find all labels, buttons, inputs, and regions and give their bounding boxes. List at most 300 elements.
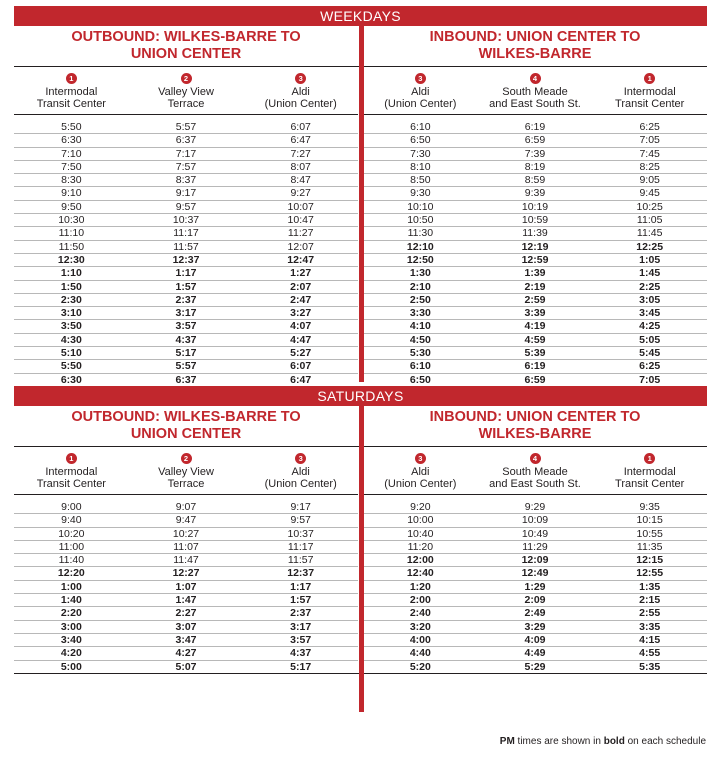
time-cell: 10:15 bbox=[636, 514, 663, 527]
inbound-title: INBOUND: UNION CENTER TO WILKES-BARRE bbox=[429, 29, 641, 62]
time-cell: 5:05 bbox=[639, 333, 661, 346]
time-cell: 4:49 bbox=[524, 647, 546, 660]
time-cell: 4:30 bbox=[60, 333, 82, 346]
time-cell: 3:30 bbox=[409, 307, 431, 320]
table-row bbox=[14, 514, 358, 527]
stop-number-badge: 1 bbox=[66, 73, 77, 84]
time-cell: 10:20 bbox=[58, 527, 85, 540]
table-row bbox=[363, 254, 707, 267]
time-rows bbox=[14, 495, 358, 673]
time-cell: 2:49 bbox=[524, 607, 546, 620]
time-cell: 8:59 bbox=[524, 174, 546, 187]
time-cell: 6:30 bbox=[60, 373, 82, 386]
time-cell: 10:07 bbox=[287, 200, 314, 213]
time-cell: 3:17 bbox=[290, 620, 312, 633]
outbound-timetable bbox=[14, 67, 358, 386]
table-row bbox=[14, 374, 358, 386]
stop-header bbox=[363, 67, 478, 114]
time-cell: 11:57 bbox=[287, 554, 314, 567]
stop-header bbox=[129, 67, 244, 114]
table-row bbox=[363, 294, 707, 307]
time-cell: 4:40 bbox=[409, 647, 431, 660]
time-cell: 12:30 bbox=[57, 253, 85, 266]
time-cell: 5:17 bbox=[175, 347, 197, 360]
stop-number-badge: 4 bbox=[530, 453, 541, 464]
time-cell: 10:37 bbox=[287, 527, 314, 540]
table-row bbox=[363, 148, 707, 161]
time-cell: 12:20 bbox=[57, 567, 85, 580]
table-row bbox=[363, 594, 707, 607]
time-cell: 3:35 bbox=[639, 620, 661, 633]
stop-header bbox=[478, 447, 593, 494]
time-cell: 12:40 bbox=[406, 567, 434, 580]
time-cell: 5:57 bbox=[175, 121, 197, 133]
time-cell: 1:40 bbox=[60, 594, 82, 607]
stop-name: Aldi (Union Center) bbox=[384, 466, 457, 490]
time-cell: 9:47 bbox=[175, 514, 197, 527]
time-cell: 3:47 bbox=[175, 633, 197, 646]
time-cell: 6:50 bbox=[410, 134, 431, 147]
table-row bbox=[363, 501, 707, 514]
time-cell: 3:10 bbox=[60, 307, 82, 320]
time-cell: 6:25 bbox=[639, 121, 660, 133]
time-cell: 2:37 bbox=[290, 607, 312, 620]
time-cell: 11:00 bbox=[58, 540, 85, 553]
stop-number-badge: 3 bbox=[415, 73, 426, 84]
stop-header-row bbox=[14, 447, 358, 495]
time-cell: 6:30 bbox=[61, 134, 82, 147]
time-cell: 4:47 bbox=[290, 333, 312, 346]
time-cell: 8:30 bbox=[61, 174, 82, 187]
stop-header-row bbox=[363, 67, 707, 115]
table-row bbox=[14, 554, 358, 567]
time-cell: 8:10 bbox=[410, 160, 431, 173]
time-cell: 10:59 bbox=[521, 214, 549, 227]
time-cell: 10:19 bbox=[521, 200, 549, 213]
time-cell: 6:19 bbox=[524, 121, 546, 133]
stop-header-row bbox=[363, 447, 707, 495]
stop-header bbox=[363, 447, 478, 494]
table-row bbox=[14, 241, 358, 254]
time-cell: 12:49 bbox=[521, 567, 549, 580]
stop-name: Intermodal Transit Center bbox=[36, 466, 106, 490]
time-cell: 5:27 bbox=[290, 347, 312, 360]
footnote-end: on each schedule bbox=[624, 736, 706, 747]
time-cell: 9:40 bbox=[61, 514, 82, 527]
time-cell: 12:37 bbox=[287, 567, 315, 580]
time-cell: 1:35 bbox=[639, 580, 661, 593]
time-cell: 11:40 bbox=[58, 554, 85, 567]
time-cell: 2:07 bbox=[290, 280, 312, 293]
table-row bbox=[363, 281, 707, 294]
time-cell: 9:57 bbox=[175, 200, 197, 213]
time-cell: 8:50 bbox=[410, 174, 431, 187]
table-row bbox=[363, 121, 707, 134]
time-cell: 2:40 bbox=[409, 607, 431, 620]
table-row bbox=[363, 661, 707, 673]
time-cell: 10:25 bbox=[636, 200, 663, 213]
table-row bbox=[363, 201, 707, 214]
stop-header bbox=[243, 67, 358, 114]
time-cell: 10:10 bbox=[407, 200, 434, 213]
table-row bbox=[14, 227, 358, 240]
table-row bbox=[14, 528, 358, 541]
time-cell: 7:45 bbox=[639, 147, 660, 160]
footnote-pm: PM bbox=[499, 736, 515, 747]
time-cell: 9:57 bbox=[290, 514, 311, 527]
time-cell: 1:17 bbox=[290, 580, 312, 593]
time-cell: 2:00 bbox=[409, 594, 431, 607]
time-cell: 12:15 bbox=[636, 554, 664, 567]
time-cell: 1:47 bbox=[175, 594, 197, 607]
time-cell: 2:47 bbox=[290, 293, 312, 306]
time-cell: 3:57 bbox=[290, 633, 312, 646]
time-cell: 1:30 bbox=[409, 267, 431, 280]
time-cell: 11:17 bbox=[287, 540, 314, 553]
table-row bbox=[14, 661, 358, 673]
table-row bbox=[14, 134, 358, 147]
table-row bbox=[14, 254, 358, 267]
table-row bbox=[14, 607, 358, 620]
time-cell: 6:50 bbox=[409, 373, 431, 386]
time-cell: 9:45 bbox=[639, 187, 660, 200]
time-cell: 1:45 bbox=[639, 267, 661, 280]
time-cell: 9:10 bbox=[61, 187, 82, 200]
stop-header bbox=[14, 67, 129, 114]
table-row bbox=[14, 501, 358, 514]
table-row bbox=[363, 187, 707, 200]
time-cell: 3:20 bbox=[409, 620, 431, 633]
time-cell: 9:07 bbox=[175, 501, 197, 513]
stop-name: Intermodal Transit Center bbox=[615, 466, 685, 490]
time-cell: 6:07 bbox=[290, 360, 312, 373]
table-row bbox=[14, 121, 358, 134]
time-cell: 7:30 bbox=[410, 147, 431, 160]
time-rows bbox=[14, 115, 358, 386]
table-row bbox=[363, 634, 707, 647]
table-row bbox=[14, 281, 358, 294]
time-cell: 9:05 bbox=[639, 174, 660, 187]
time-cell: 1:57 bbox=[290, 594, 312, 607]
inbound-title: INBOUND: UNION CENTER TO WILKES-BARRE bbox=[429, 409, 641, 442]
time-cell: 12:27 bbox=[172, 567, 200, 580]
time-cell: 2:30 bbox=[60, 293, 82, 306]
table-row bbox=[363, 241, 707, 254]
time-cell: 2:19 bbox=[524, 280, 546, 293]
inbound-timetable bbox=[363, 447, 707, 673]
time-cell: 7:57 bbox=[175, 160, 197, 173]
time-cell: 4:20 bbox=[60, 647, 82, 660]
table-row bbox=[363, 607, 707, 620]
time-cell: 11:05 bbox=[636, 214, 663, 227]
time-cell: 1:39 bbox=[524, 267, 546, 280]
outbound-title: OUTBOUND: WILKES-BARRE TO UNION CENTER bbox=[71, 29, 301, 62]
time-cell: 11:17 bbox=[173, 227, 199, 240]
stop-header bbox=[592, 67, 707, 114]
stop-number-badge: 3 bbox=[295, 453, 306, 464]
stop-number-badge: 2 bbox=[181, 73, 192, 84]
table-row bbox=[363, 320, 707, 333]
time-cell: 10:09 bbox=[521, 514, 549, 527]
table-row bbox=[363, 647, 707, 660]
table-row bbox=[14, 161, 358, 174]
table-row bbox=[363, 227, 707, 240]
time-cell: 11:47 bbox=[173, 554, 199, 567]
time-cell: 4:10 bbox=[409, 320, 431, 333]
stop-number-badge: 1 bbox=[644, 453, 655, 464]
table-row bbox=[363, 307, 707, 320]
table-row bbox=[14, 647, 358, 660]
time-cell: 4:27 bbox=[175, 647, 197, 660]
time-cell: 1:20 bbox=[409, 580, 431, 593]
stop-header bbox=[478, 67, 593, 114]
table-row bbox=[14, 621, 358, 634]
time-cell: 10:27 bbox=[172, 527, 200, 540]
time-cell: 2:37 bbox=[175, 293, 197, 306]
time-cell: 1:07 bbox=[175, 580, 197, 593]
time-cell: 8:19 bbox=[524, 160, 546, 173]
table-row bbox=[363, 174, 707, 187]
time-cell: 1:00 bbox=[60, 580, 82, 593]
time-cell: 8:37 bbox=[175, 174, 197, 187]
time-cell: 4:50 bbox=[409, 333, 431, 346]
time-cell: 10:49 bbox=[521, 527, 549, 540]
time-cell: 5:39 bbox=[524, 347, 546, 360]
time-cell: 6:37 bbox=[175, 134, 197, 147]
stop-name: Valley View Terrace bbox=[158, 466, 214, 490]
table-row bbox=[363, 567, 707, 580]
time-cell: 11:30 bbox=[407, 227, 434, 240]
inbound-timetable bbox=[363, 67, 707, 386]
stop-number-badge: 3 bbox=[295, 73, 306, 84]
time-cell: 5:50 bbox=[61, 121, 82, 133]
table-row bbox=[14, 148, 358, 161]
stop-number-badge: 1 bbox=[644, 73, 655, 84]
table-row bbox=[14, 334, 358, 347]
table-row bbox=[363, 334, 707, 347]
footnote-text: times are shown in bbox=[514, 736, 604, 747]
stop-name: South Meade and East South St. bbox=[489, 86, 581, 110]
time-cell: 12:50 bbox=[406, 253, 434, 266]
time-cell: 11:45 bbox=[636, 227, 663, 240]
time-cell: 4:19 bbox=[524, 320, 546, 333]
time-cell: 3:05 bbox=[639, 293, 661, 306]
column-divider bbox=[359, 26, 364, 382]
time-rows bbox=[363, 495, 707, 673]
table-row bbox=[14, 174, 358, 187]
time-cell: 11:07 bbox=[173, 540, 199, 553]
stop-name: Intermodal Transit Center bbox=[36, 86, 106, 110]
time-cell: 12:10 bbox=[406, 240, 434, 253]
time-cell: 2:55 bbox=[639, 607, 661, 620]
time-cell: 12:00 bbox=[406, 554, 434, 567]
time-cell: 12:37 bbox=[172, 253, 200, 266]
column-divider bbox=[359, 406, 364, 712]
time-cell: 10:55 bbox=[636, 527, 663, 540]
time-cell: 6:59 bbox=[524, 373, 546, 386]
time-cell: 6:07 bbox=[290, 121, 311, 133]
time-cell: 1:27 bbox=[290, 267, 312, 280]
time-cell: 5:20 bbox=[409, 660, 431, 673]
weekdays-title: WEEKDAYS bbox=[14, 6, 707, 26]
stop-number-badge: 1 bbox=[66, 453, 77, 464]
time-cell: 11:27 bbox=[287, 227, 314, 240]
time-cell: 10:50 bbox=[407, 214, 434, 227]
time-cell: 12:25 bbox=[636, 240, 664, 253]
time-cell: 2:25 bbox=[639, 280, 661, 293]
time-cell: 3:57 bbox=[175, 320, 197, 333]
time-cell: 4:37 bbox=[175, 333, 197, 346]
time-cell: 1:57 bbox=[175, 280, 197, 293]
table-row bbox=[14, 187, 358, 200]
time-cell: 12:59 bbox=[521, 253, 549, 266]
time-cell: 1:50 bbox=[60, 280, 82, 293]
time-cell: 11:29 bbox=[522, 540, 548, 553]
time-cell: 4:25 bbox=[639, 320, 661, 333]
time-cell: 5:30 bbox=[409, 347, 431, 360]
time-cell: 12:07 bbox=[287, 240, 314, 253]
time-cell: 12:47 bbox=[287, 253, 315, 266]
stop-number-badge: 3 bbox=[415, 453, 426, 464]
table-row bbox=[363, 554, 707, 567]
time-cell: 9:00 bbox=[61, 501, 82, 513]
time-cell: 9:17 bbox=[175, 187, 197, 200]
time-cell: 3:27 bbox=[290, 307, 312, 320]
time-cell: 2:10 bbox=[409, 280, 431, 293]
time-cell: 6:10 bbox=[409, 360, 431, 373]
stop-name: Aldi (Union Center) bbox=[264, 86, 337, 110]
outbound-title: OUTBOUND: WILKES-BARRE TO UNION CENTER bbox=[71, 409, 301, 442]
time-cell: 5:29 bbox=[524, 660, 546, 673]
stop-header bbox=[14, 447, 129, 494]
stop-name: South Meade and East South St. bbox=[489, 466, 581, 490]
table-row bbox=[363, 374, 707, 386]
time-cell: 3:29 bbox=[524, 620, 546, 633]
time-cell: 11:57 bbox=[173, 240, 199, 253]
time-cell: 1:29 bbox=[524, 580, 546, 593]
table-row bbox=[363, 541, 707, 554]
time-cell: 11:10 bbox=[58, 227, 85, 240]
time-cell: 9:29 bbox=[524, 501, 546, 513]
time-rows bbox=[363, 115, 707, 386]
saturdays-title: SATURDAYS bbox=[14, 386, 707, 406]
time-cell: 3:50 bbox=[60, 320, 82, 333]
time-cell: 4:55 bbox=[639, 647, 661, 660]
time-cell: 6:10 bbox=[410, 121, 431, 133]
time-cell: 4:07 bbox=[290, 320, 312, 333]
time-cell: 2:27 bbox=[175, 607, 197, 620]
time-cell: 5:17 bbox=[290, 660, 312, 673]
stop-number-badge: 2 bbox=[181, 453, 192, 464]
time-cell: 2:20 bbox=[60, 607, 82, 620]
stop-number-badge: 4 bbox=[530, 73, 541, 84]
table-row bbox=[14, 201, 358, 214]
time-cell: 11:20 bbox=[407, 540, 434, 553]
footnote bbox=[500, 736, 706, 747]
time-cell: 7:05 bbox=[639, 373, 661, 386]
time-cell: 9:30 bbox=[410, 187, 431, 200]
weekdays-schedule bbox=[14, 6, 707, 387]
time-cell: 4:15 bbox=[639, 633, 661, 646]
table-row bbox=[363, 528, 707, 541]
time-cell: 11:50 bbox=[58, 240, 85, 253]
time-cell: 9:27 bbox=[290, 187, 311, 200]
time-cell: 5:35 bbox=[639, 660, 661, 673]
time-cell: 11:39 bbox=[522, 227, 548, 240]
time-cell: 3:00 bbox=[60, 620, 82, 633]
time-cell: 12:19 bbox=[521, 240, 549, 253]
time-cell: 10:30 bbox=[58, 214, 85, 227]
table-row bbox=[14, 307, 358, 320]
table-row bbox=[363, 581, 707, 594]
time-cell: 5:57 bbox=[175, 360, 197, 373]
time-cell: 6:25 bbox=[639, 360, 661, 373]
footnote-bold: bold bbox=[603, 736, 625, 747]
table-row bbox=[363, 134, 707, 147]
table-row bbox=[14, 541, 358, 554]
time-cell: 6:37 bbox=[175, 373, 197, 386]
time-cell: 10:00 bbox=[407, 514, 434, 527]
time-cell: 8:07 bbox=[290, 160, 311, 173]
table-row bbox=[14, 594, 358, 607]
time-cell: 7:10 bbox=[61, 147, 82, 160]
time-cell: 9:20 bbox=[410, 501, 431, 513]
time-cell: 10:40 bbox=[407, 527, 434, 540]
time-cell: 7:27 bbox=[290, 147, 311, 160]
outbound-timetable bbox=[14, 447, 358, 673]
time-cell: 4:59 bbox=[524, 333, 546, 346]
time-cell: 7:05 bbox=[639, 134, 660, 147]
time-cell: 2:15 bbox=[639, 594, 661, 607]
table-row bbox=[14, 347, 358, 360]
time-cell: 5:10 bbox=[60, 347, 82, 360]
time-cell: 2:09 bbox=[524, 594, 546, 607]
time-cell: 9:17 bbox=[290, 501, 311, 513]
time-cell: 3:07 bbox=[175, 620, 197, 633]
time-cell: 9:39 bbox=[524, 187, 546, 200]
time-cell: 3:40 bbox=[60, 633, 82, 646]
time-cell: 9:50 bbox=[61, 200, 82, 213]
saturdays-schedule bbox=[14, 386, 707, 674]
table-row bbox=[363, 621, 707, 634]
table-row bbox=[363, 514, 707, 527]
time-cell: 10:47 bbox=[287, 214, 314, 227]
table-row bbox=[14, 267, 358, 280]
time-cell: 1:17 bbox=[175, 267, 197, 280]
time-cell: 7:17 bbox=[175, 147, 197, 160]
stop-header bbox=[129, 447, 244, 494]
stop-header bbox=[592, 447, 707, 494]
time-cell: 4:37 bbox=[290, 647, 312, 660]
time-cell: 4:00 bbox=[409, 633, 431, 646]
time-cell: 7:39 bbox=[524, 147, 546, 160]
table-row bbox=[14, 581, 358, 594]
time-cell: 4:09 bbox=[524, 633, 546, 646]
time-cell: 3:39 bbox=[524, 307, 546, 320]
table-row bbox=[363, 161, 707, 174]
table-row bbox=[14, 294, 358, 307]
time-cell: 6:47 bbox=[290, 134, 311, 147]
stop-header bbox=[243, 447, 358, 494]
time-cell: 3:17 bbox=[175, 307, 197, 320]
table-row bbox=[363, 360, 707, 373]
stop-name: Intermodal Transit Center bbox=[615, 86, 685, 110]
time-cell: 1:10 bbox=[60, 267, 82, 280]
time-cell: 5:45 bbox=[639, 347, 661, 360]
stop-header-row bbox=[14, 67, 358, 115]
time-cell: 5:50 bbox=[60, 360, 82, 373]
time-cell: 12:09 bbox=[521, 554, 549, 567]
